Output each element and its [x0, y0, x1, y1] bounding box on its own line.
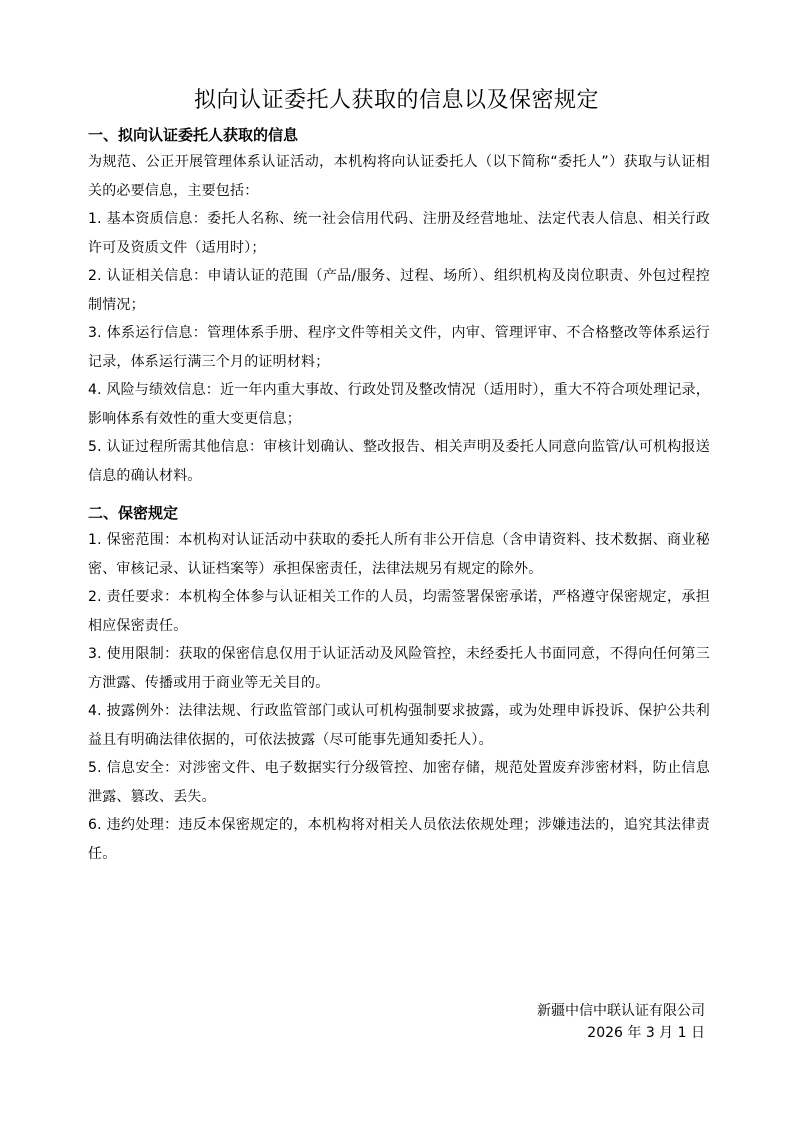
document-title: 拟向认证委托人获取的信息以及保密规定	[193, 88, 599, 113]
document-body	[88, 122, 710, 868]
info-item-system-operation: 3. 体系运行信息：管理体系手册、程序文件等相关文件，内审、管理评审、不合格整改等体系运行记录，体系运行满三个月的证明材料；	[88, 325, 710, 370]
section-intro: 为规范、公正开展管理体系认证活动，本机构将向认证委托人（以下简称“委托人”）获取与认证相关的必要信息，主要包括：	[88, 154, 710, 199]
rule-item-usage-limit: 3. 使用限制：获取的保密信息仅用于认证活动及风险管控，未经委托人书面同意，不得向任何第三方泄露、传播或用于商业等无关目的。	[88, 646, 710, 691]
rule-item-responsibility: 2. 责任要求：本机构全体参与认证相关工作的人员，均需签署保密承诺，严格遵守保密规定，承担相应保密责任。	[88, 589, 710, 634]
section-heading-info: 一、拟向认证委托人获取的信息	[88, 126, 299, 144]
info-item-other: 5. 认证过程所需其他信息：审核计划确认、整改报告、相关声明及委托人同意向监管/认可机构报送信息的确认材料。	[88, 439, 710, 484]
info-item-risk-performance: 4. 风险与绩效信息：近一年内重大事故、行政处罚及整改情况（适用时），重大不符合项处理记录，影响体系有效性的重大变更信息；	[88, 382, 711, 427]
info-item-basic: 1. 基本资质信息：委托人名称、统一社会信用代码、注册及经营地址、法定代表人信息、相关行政许可及资质文件（适用时）；	[88, 211, 710, 256]
signature-block	[537, 1000, 705, 1044]
section-heading-confidentiality: 二、保密规定	[88, 504, 179, 522]
rule-item-info-security: 5. 信息安全：对涉密文件、电子数据实行分级管控、加密存储，规范处置废弃涉密材料，防止信息泄露、篡改、丢失。	[88, 760, 710, 805]
rule-item-scope: 1. 保密范围：本机构对认证活动中获取的委托人所有非公开信息（含申请资料、技术数据、商业秘密、审核记录、认证档案等）承担保密责任，法律法规另有规定的除外。	[88, 532, 710, 577]
rule-item-violation: 6. 违约处理：违反本保密规定的，本机构将对相关人员依法依规处理；涉嫌违法的，追究其法律责任。	[88, 817, 710, 862]
signature-date: 2026 年 3 月 1 日	[587, 1025, 705, 1041]
rule-item-disclosure-exception: 4. 披露例外：法律法规、行政监管部门或认可机构强制要求披露，或为处理申诉投诉、保护公共利益且有明确法律依据的，可依法披露（尽可能事先通知委托人）。	[88, 703, 710, 748]
signature-company: 新疆中信中联认证有限公司	[537, 1003, 705, 1019]
info-item-certification: 2. 认证相关信息：申请认证的范围（产品/服务、过程、场所）、组织机构及岗位职责、外包过程控制情况；	[88, 268, 710, 313]
